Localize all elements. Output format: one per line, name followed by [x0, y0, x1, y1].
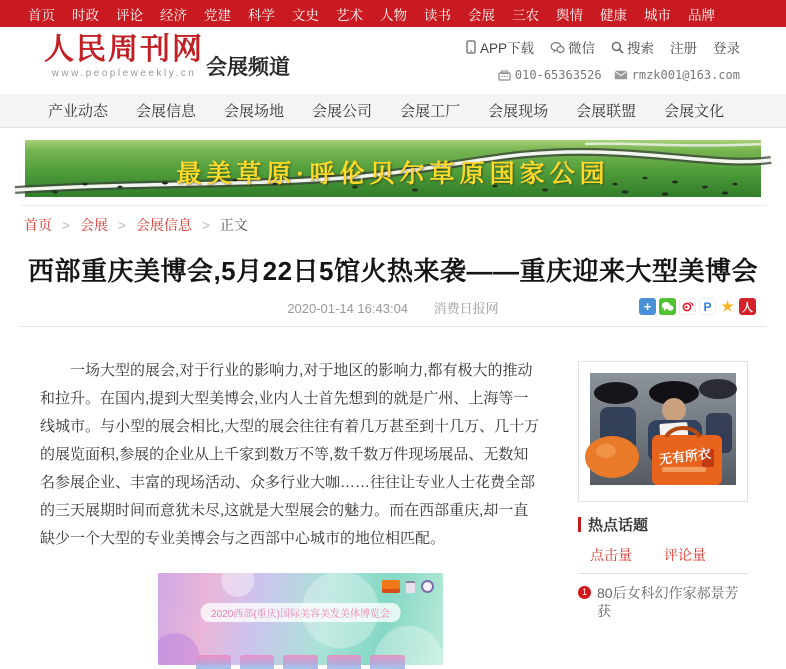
site-logo[interactable] [44, 34, 204, 79]
top-nav [0, 0, 786, 27]
main-content [0, 327, 786, 665]
search-icon [611, 41, 624, 54]
topnav-item-city[interactable]: 城市 [644, 7, 671, 23]
topnav-item-comment[interactable]: 评论 [116, 7, 143, 23]
share-favorite-icon[interactable]: ★ [719, 298, 736, 315]
register-link[interactable]: 注册 [670, 41, 697, 56]
poster-logo-round-icon [421, 580, 434, 593]
topnav-item-science[interactable]: 科学 [248, 7, 275, 23]
site-header [0, 27, 786, 94]
article-source: 消费日报网 [433, 301, 499, 316]
wechat-icon [550, 41, 565, 54]
poster-logo-small-icon [406, 581, 415, 593]
hot-topic-item[interactable] [578, 584, 748, 620]
wechat-link[interactable]: 微信 [550, 37, 595, 57]
article-datetime: 2020-01-14 16:43:04 [287, 301, 409, 316]
poster-caption: 2020西部(重庆)国际美容美发美体博览会 [200, 603, 401, 622]
topnav-item-politics[interactable]: 时政 [72, 7, 99, 23]
subnav-item-expo-company[interactable]: 会展公司 [312, 103, 373, 120]
section-accent-bar [578, 517, 581, 532]
subnav-item-industry-news[interactable]: 产业动态 [48, 103, 109, 120]
subnav-item-expo-culture[interactable]: 会展文化 [664, 103, 725, 120]
share-wechat-icon[interactable] [659, 298, 676, 315]
topnav-item-home[interactable]: 首页 [28, 7, 55, 23]
photo-bag-text: 无有所衣 [658, 445, 712, 468]
subnav-item-expo-scene[interactable]: 会展现场 [488, 103, 549, 120]
subnav-item-expo-alliance[interactable]: 会展联盟 [576, 103, 637, 120]
fax-icon [498, 70, 511, 81]
share-bar [639, 298, 756, 315]
app-download-link[interactable]: APP下载 [465, 37, 534, 57]
breadcrumb-home[interactable]: 首页 [24, 217, 52, 233]
search-link[interactable]: 搜索 [611, 37, 654, 57]
weibo-eye-glyph [681, 300, 694, 313]
envelope-icon [614, 70, 628, 80]
subnav-item-expo-venue[interactable]: 会展场地 [224, 103, 285, 120]
breadcrumb-separator: > [201, 217, 211, 233]
banner-image[interactable] [25, 140, 761, 197]
article-poster-image[interactable] [158, 573, 443, 665]
login-link[interactable]: 登录 [713, 41, 740, 56]
topnav-item-agriculture[interactable]: 三农 [512, 7, 539, 23]
rank-badge: 1 [578, 586, 591, 599]
tab-comments[interactable]: 评论量 [664, 547, 706, 563]
poster-logos [382, 580, 434, 593]
topnav-item-reading[interactable]: 读书 [424, 7, 451, 23]
wechat-bubbles-glyph [661, 301, 674, 312]
sidebar [578, 327, 748, 665]
channel-name: 会展频道 [206, 55, 290, 79]
share-more-icon[interactable]: + [639, 298, 656, 315]
topnav-item-economy[interactable]: 经济 [160, 7, 187, 23]
header-utilities [465, 37, 740, 82]
sidebar-photo[interactable] [578, 361, 748, 502]
article-title: 西部重庆美博会,5月22日5馆火热来袭——重庆迎来大型美博会 [27, 256, 759, 286]
article-meta [0, 298, 786, 318]
share-people-icon[interactable]: 人 [739, 298, 756, 315]
topnav-item-health[interactable]: 健康 [600, 7, 627, 23]
hot-topics-title: 热点话题 [588, 517, 649, 534]
breadcrumb [20, 205, 766, 235]
sidebar-photo-graphic [590, 373, 736, 485]
article-paragraph: 一场大型的展会,对于行业的影响力,对于地区的影响力,都有极大的推动和拉升。在国内,提到大型美博会,业内人士首先想到的就是广州、上海等一线城市。与小型的展会相比,大型的展会往往有着几万甚至到十几万、几十万的展览面积,参展的企业从上千家到数万不等,数千数万件现场展品、无数知名参展企业、丰富的现场活动、众多行业大咖……往往让专业人士花费全部的三天展期时间而意犹未尽,这就是大型展会的魅力。而在西部重庆,却一直缺少一个大型的专业美博会与之西部中心城市的地位相匹配。 [40, 362, 540, 547]
topnav-item-people[interactable]: 人物 [380, 7, 407, 23]
subnav-item-expo-info[interactable]: 会展信息 [136, 103, 197, 120]
phone-icon [465, 40, 477, 54]
contact-phone: 010-65363526 [498, 68, 602, 82]
breadcrumb-current: 正文 [219, 217, 248, 233]
topnav-item-party[interactable]: 党建 [204, 7, 231, 23]
breadcrumb-separator: > [61, 217, 71, 233]
breadcrumb-expo[interactable]: 会展 [79, 217, 108, 233]
channel-subnav [0, 94, 786, 128]
tab-clicks[interactable]: 点击量 [590, 547, 632, 563]
contact-email: rmzk001@163.com [614, 68, 740, 82]
hot-topics-tabs [578, 545, 748, 574]
logo-url: www.peopleweekly.cn [51, 68, 197, 79]
topnav-item-expo[interactable]: 会展 [468, 7, 495, 23]
article-column [20, 327, 558, 665]
topnav-item-history[interactable]: 文史 [292, 7, 319, 23]
poster-logo-orange-icon [382, 580, 400, 593]
hot-topics-header [578, 514, 748, 535]
poster-large-text-cropped [196, 655, 405, 669]
logo-text: 人民周刊网 [44, 33, 204, 66]
share-pengyou-icon[interactable]: P [699, 298, 716, 315]
topnav-item-art[interactable]: 艺术 [336, 7, 363, 23]
share-weibo-icon[interactable] [679, 298, 696, 315]
subnav-item-expo-factory[interactable]: 会展工厂 [400, 103, 461, 120]
breadcrumb-expo-info[interactable]: 会展信息 [135, 217, 192, 233]
topnav-item-brand[interactable]: 品牌 [688, 7, 715, 23]
breadcrumb-separator: > [117, 217, 127, 233]
banner-title: 最美草原·呼伦贝尔草原国家公园 [176, 160, 610, 188]
hot-topic-text: 80后女科幻作家郝景芳获 [597, 585, 739, 619]
topnav-item-opinion[interactable]: 舆情 [556, 7, 583, 23]
